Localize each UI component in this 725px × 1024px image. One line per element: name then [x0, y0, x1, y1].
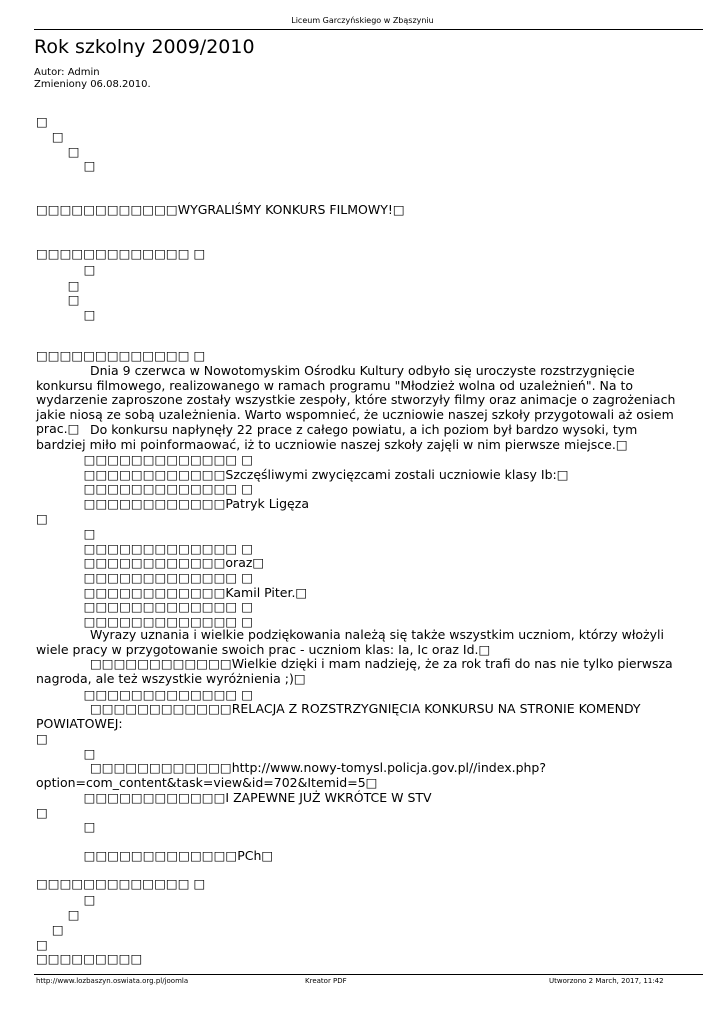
body-line: □□□□□□□□□□□□□ □ [36, 481, 253, 496]
footer-generator: Kreator PDF [305, 977, 347, 985]
body-line: □ [36, 114, 48, 129]
body-paragraph: □□□□□□□□□□□□http://www.nowy-tomysl.policja.gov.pl//index.php?option=com_content&task=view&id=702&Itemid=5□ [36, 760, 546, 790]
body-line: □ [36, 805, 48, 820]
site-name: Liceum Garczyńskiego w Zbąszyniu [291, 16, 434, 25]
body-paragraph: □□□□□□□□□□□□Wielkie dzięki i mam nadzieję, że za rok trafi do nas nie tylko pierwsza nagroda, ale też wszystkie wyróżnienia ;)□ [36, 656, 673, 686]
author-line: Autor: Admin [34, 67, 100, 78]
body-line: □□□□□□□□□□□□I ZAPEWNE JUŻ WKRÓTCE W STV [36, 790, 432, 805]
header-rule [34, 29, 703, 30]
body-line: □ [36, 892, 96, 907]
body-line: □□□□□□□□□□□□□ □ [36, 876, 206, 891]
body-line: □□□□□□□□□□□□□ □ [36, 246, 206, 261]
body-line: □□□□□□□□□ [36, 951, 143, 966]
body-line: □□□□□□□□□□□□□ □ [36, 614, 253, 629]
body-line: □ [36, 262, 96, 277]
body-line: □ [36, 526, 96, 541]
body-line: □ [36, 307, 96, 322]
body-line: □□□□□□□□□□□□oraz□ [36, 555, 265, 570]
body-line: □□□□□□□□□□□□□ □ [36, 570, 253, 585]
footer-rule [34, 974, 703, 975]
page-title: Rok szkolny 2009/2010 [34, 36, 255, 58]
body-paragraph: □□□□□□□□□□□□RELACJA Z ROZSTRZYGNIĘCIA KONKURSU NA STRONIE KOMENDY POWIATOWEJ: [36, 701, 641, 731]
body-line: □ [36, 922, 64, 937]
body-line: □ [36, 511, 48, 526]
body-line: □ [36, 292, 80, 307]
body-line: □□□□□□□□□□□□□ □ [36, 687, 253, 702]
body-line: □ [36, 907, 80, 922]
footer-url: http://www.lozbaszyn.oswiata.org.pl/joomla [36, 977, 189, 985]
body-line: □□□□□□□□□□□□□ □ [36, 599, 253, 614]
body-line: □□□□□□□□□□□□□PCh□ [36, 848, 274, 863]
body-line: □ [36, 746, 96, 761]
body-line: □□□□□□□□□□□□Patryk Ligęza [36, 496, 309, 511]
body-line: □ [36, 819, 96, 834]
body-line: □ [36, 731, 48, 746]
body-paragraph: Do konkursu napłynęły 22 prace z całego powiatu, a ich poziom był bardzo wysoki, tym bardziej miło mi poinformaować, iż to uczniowie naszej szkoły zajęli w nim pierwsze miejsce.□ [36, 422, 638, 452]
body-paragraph: Dnia 9 czerwca w Nowotomyskim Ośrodku Kultury odbyło się uroczyste rozstrzygnięcie konkursu filmowego, realizowanego w ramach programu "Młodzież wolna od uzależnień". Na to wydarzenie zaproszone zostały wszystkie zespoły, które stworzyły filmy oraz animacje o zagrożeniach jakie niosą ze sobą uzależnienia. Warto wspomnieć, że uczniowie naszej szkoły przygotowali aż osiem prac.□ [36, 363, 676, 436]
body-line: □ [36, 278, 80, 293]
body-line: □ [36, 158, 96, 173]
body-paragraph: Wyrazy uznania i wielkie podziękowania należą się także wszystkim uczniom, którzy włożyli wiele pracy w przygotowanie swoich prac - uczniom klas: Ia, Ic oraz Id.□ [36, 627, 664, 657]
body-line: □ [36, 937, 48, 952]
body-line: □□□□□□□□□□□□Szczęśliwymi zwycięzcami zostali uczniowie klasy Ib:□ [36, 467, 569, 482]
body-line: □□□□□□□□□□□□Kamil Piter.□ [36, 585, 308, 600]
body-line: □□□□□□□□□□□□□ □ [36, 348, 206, 363]
footer-created: Utworzono 2 March, 2017, 11:42 [549, 977, 664, 985]
body-line: □□□□□□□□□□□□WYGRALIŚMY KONKURS FILMOWY!□ [36, 202, 405, 217]
modified-date: Zmieniony 06.08.2010. [34, 79, 151, 90]
body-line: □ [36, 129, 64, 144]
body-line: □□□□□□□□□□□□□ □ [36, 541, 253, 556]
body-line: □ [36, 144, 80, 159]
body-line: □□□□□□□□□□□□□ □ [36, 452, 253, 467]
